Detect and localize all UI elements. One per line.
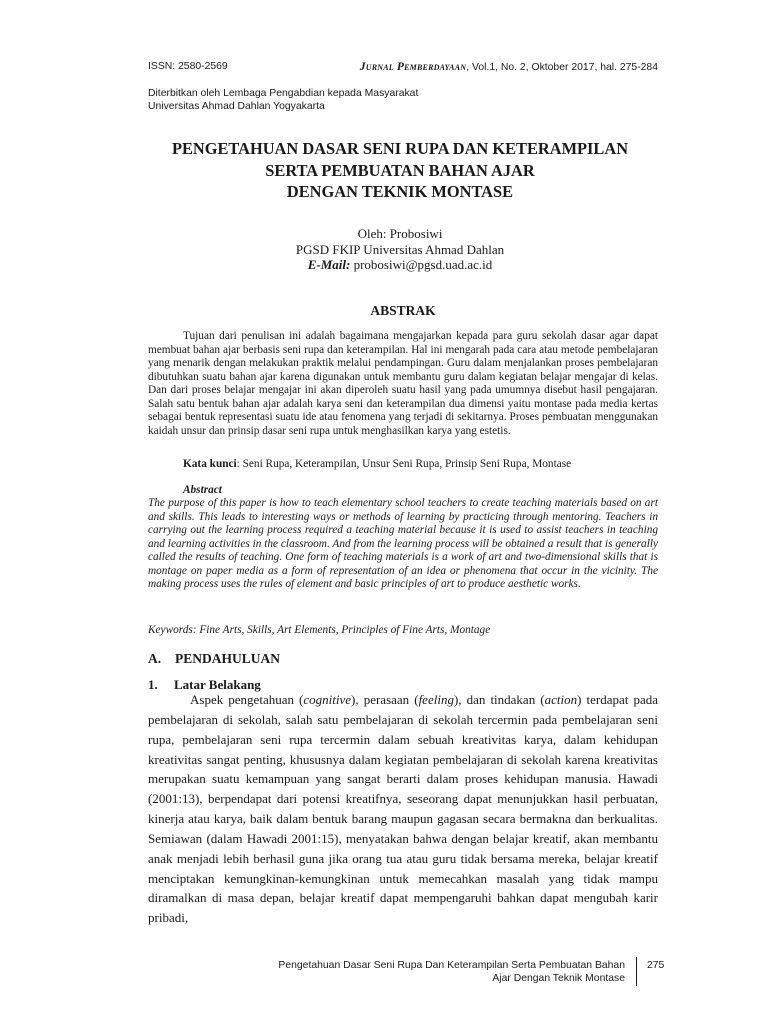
kata-kunci-label: Kata kunci xyxy=(183,458,237,470)
term-cognitive: cognitive xyxy=(303,692,352,707)
term-feeling: feeling xyxy=(418,692,454,707)
issn: ISSN: 2580-2569 xyxy=(148,61,228,72)
title-line-1: PENGETAHUAN DASAR SENI RUPA DAN KETERAMPILAN xyxy=(171,139,629,158)
footer-divider xyxy=(636,957,637,986)
author-block xyxy=(100,226,700,273)
volume-info: , Vol.1, No. 2, Oktober 2017, hal. 275-284 xyxy=(466,62,658,73)
abstrak-body: Tujuan dari penulisan ini adalah bagaimana mengajarkan kepada para guru sekolah dasar agar dapat membuat bahan ajar berbasis seni rupa dan keterampilan. Hal ini mengarah pada cara atau metode pembelajaran yang menarik dengan melakukan praktik melalui pendampingan. Guru dalam menjalankan proses pembelajaran dibutuhkan suatu bahan ajar karena digunakan untuk membantu guru dalam kegiatan belajar mengajar di kelas. Dan dari proses belajar mengajar ini akan diperoleh suatu hasil yang pada umumnya disebut hasil pengajaran. Salah satu bentuk bahan ajar adalah karya seni dan keterampilan dua dimensi yaitu montase pada media kertas sebagai bentuk representasi suatu ide atau fenomena yang terjadi di sekitarnya. Proses pembuatan menggunakan kaidah unsur dan prinsip dasar seni rupa untuk menghasilkan karya yang estetis. xyxy=(148,330,658,437)
title-line-2: SERTA PEMBUATAN BAHAN AJAR xyxy=(265,160,535,180)
author-email: probosiwi@pgsd.uad.ac.id xyxy=(350,257,493,272)
running-footer xyxy=(260,960,625,985)
footer-line-2: Ajar Dengan Teknik Montase xyxy=(492,972,625,984)
section-number: A. xyxy=(148,651,162,666)
body-text-run: Aspek pengetahuan ( xyxy=(190,692,304,707)
body-text-run: ), dan tindakan ( xyxy=(453,692,545,707)
body-paragraph xyxy=(148,690,658,928)
body-text-run: ), perasaan ( xyxy=(351,692,419,707)
keywords-en: Keywords: Fine Arts, Skills, Art Elements, Principles of Fine Arts, Montage xyxy=(148,624,491,636)
paper-title xyxy=(100,138,700,203)
email-label: E-Mail: xyxy=(307,257,351,272)
subsection-title: Latar Belakang xyxy=(174,677,261,692)
author-affiliation: PGSD FKIP Universitas Ahmad Dahlan xyxy=(295,241,505,257)
journal-citation xyxy=(360,61,658,73)
running-header xyxy=(148,61,658,72)
title-line-3: DENGAN TEKNIK MONTASE xyxy=(286,182,514,201)
section-title: PENDAHULUAN xyxy=(175,651,281,666)
kata-kunci-values: : Seni Rupa, Keterampilan, Unsur Seni Rupa, Prinsip Seni Rupa, Montase xyxy=(236,458,572,470)
footer-line-1: Pengetahuan Dasar Seni Rupa Dan Keterampilan Serta Pembuatan Bahan xyxy=(278,960,625,971)
page-number: 275 xyxy=(647,960,665,971)
term-action: action xyxy=(544,692,578,707)
body-text-run: ) terdapat pada pembelajaran di sekolah, salah satu pembelajaran di sekolah tercermin pada pembelajaran seni rupa, pembelajaran seni rupa tercermin dalam sebuah kreativitas karya, dalam kehidupan kreativitas sangat penting, khususnya dalam kegiatan pembelajaran di sekolah karena kreativitas merupakan suatu kemampuan yang sangat berarti dalam proses kehidupan manusia. Hawadi (2001:13), berpendapat dari potensi kreatifnya, seseorang dapat menunjukkan hasil perbuatan, kinerja atau karya, baik dalam bentuk barang maupun gagasan secara bermakna dan berkualitas. Semiawan (dalam Hawadi 2001:15), menyatakan bahwa dengan belajar kreatif, akan membantu anak menjadi lebih berhasil guna jika orang tua atau guru tidak bersama mereka, belajar kreatif menciptakan kemungkinan-kemungkinan untuk memecahkan masalah yang tidak mampu diramalkan di masa depan, belajar kreatif dapat mempengaruhi bahkan dapat mengubah karir pribadi, xyxy=(148,692,658,926)
abstrak-heading: ABSTRAK xyxy=(370,303,436,318)
publisher-line-1: Diterbitkan oleh Lembaga Pengabdian kepada Masyarakat xyxy=(148,88,419,99)
author-byline: Oleh: Probosiwi xyxy=(357,226,443,241)
publisher-info xyxy=(148,87,418,113)
abstrak-text xyxy=(148,330,658,438)
author-email-line xyxy=(100,257,700,273)
section-heading xyxy=(148,651,280,667)
publisher-line-2: Universitas Ahmad Dahlan Yogyakarta xyxy=(148,101,325,112)
journal-name: Jurnal Pemberdayaan xyxy=(359,61,467,73)
kata-kunci xyxy=(183,458,571,470)
abstract-text: The purpose of this paper is how to teach elementary school teachers to create teaching materials based on art and skills. This leads to interesting ways or methods of learning by practicing through mentoring. Teachers in carrying out the learning process required a teaching material because it is used to assist teachers in teaching and learning activities in the classroom. And from the learning process will be obtained a result that is generally called the results of teaching. One form of teaching materials is a work of art and two-dimensional skills that is montage on paper media as a form of representation of an idea or phenomena that occur in the vicinity. The making process uses the rules of element and basic principles of art to produce aesthetic works. xyxy=(148,497,658,591)
abstract-heading: Abstract xyxy=(183,484,222,496)
subsection-number: 1. xyxy=(148,677,158,692)
